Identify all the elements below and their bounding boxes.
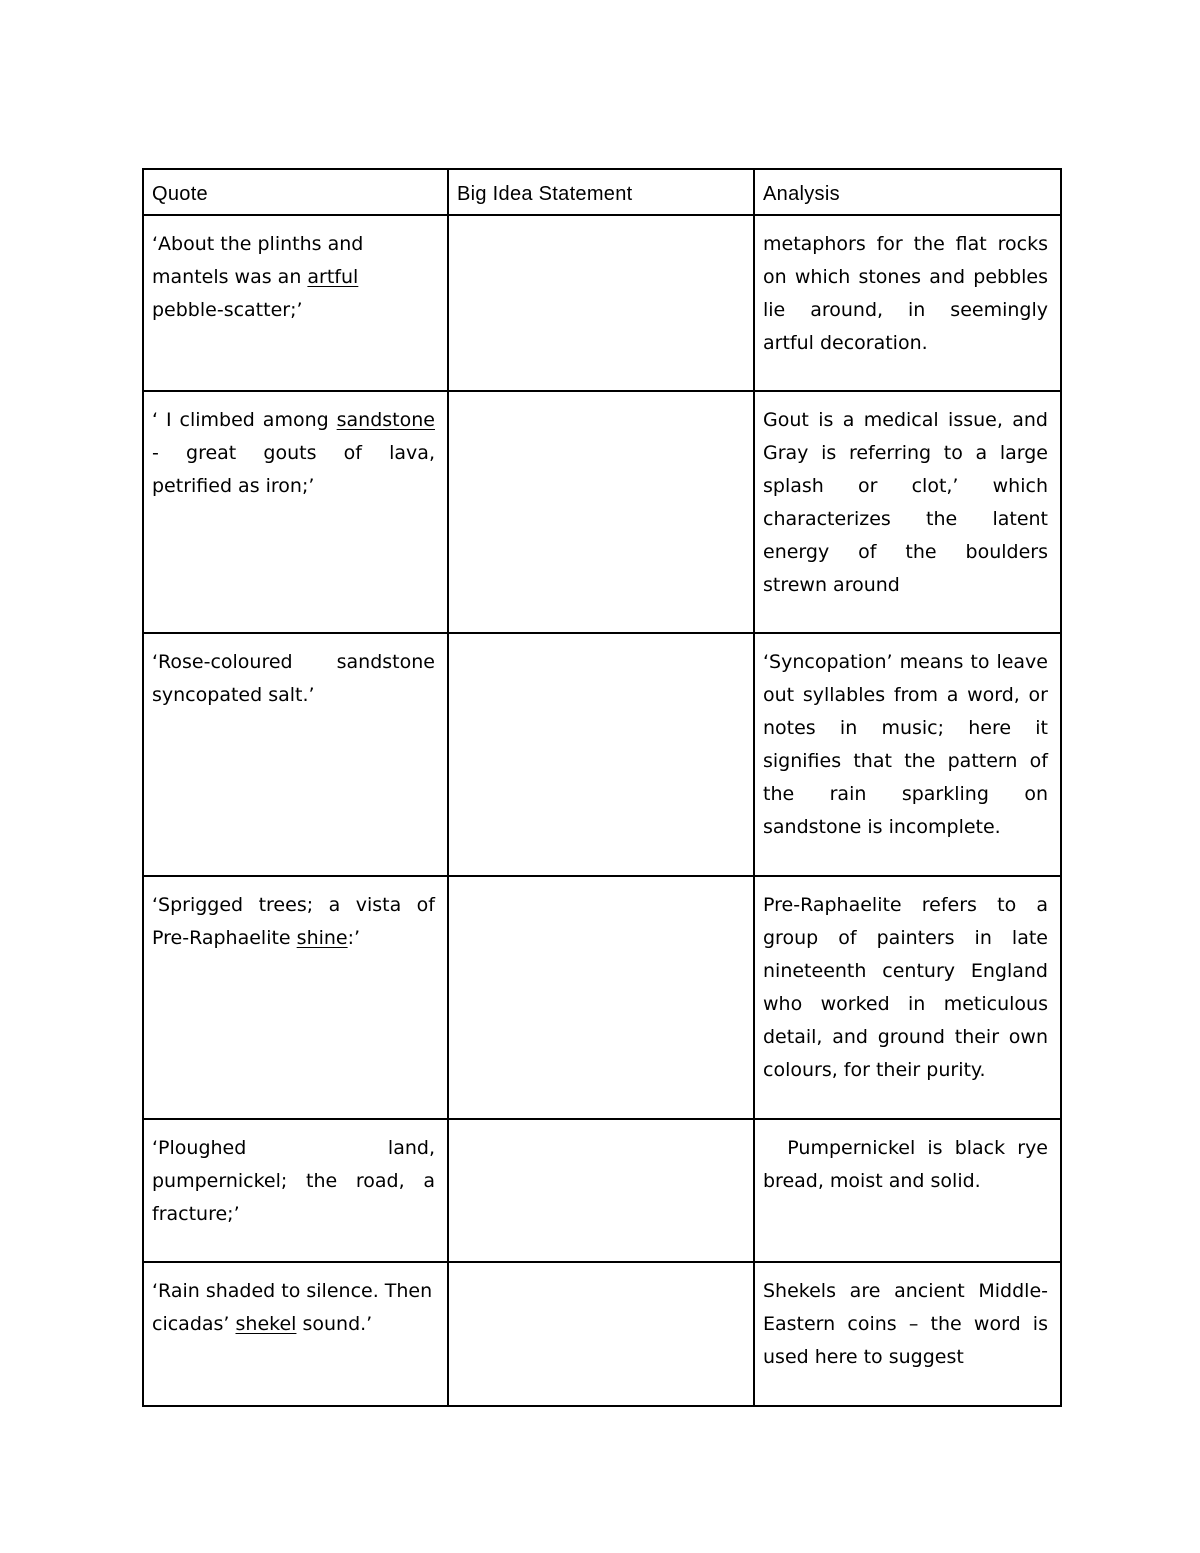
column-header-analysis: Analysis — [754, 169, 1061, 215]
quote-text-end: - great gouts of lava, petrified as iron;’ — [152, 442, 435, 497]
table-header-row — [143, 169, 1061, 215]
quote-cell — [143, 391, 448, 633]
big-idea-cell[interactable] — [448, 215, 754, 391]
big-idea-cell[interactable] — [448, 633, 754, 876]
big-idea-cell[interactable] — [448, 1262, 754, 1406]
table-row — [143, 1119, 1061, 1262]
quote-cell — [143, 876, 448, 1119]
quote-text-end: :’ — [347, 927, 361, 949]
quote-cell — [143, 633, 448, 876]
table-row — [143, 215, 1061, 391]
big-idea-cell[interactable] — [448, 876, 754, 1119]
quote-text: ‘Rain shaded to silence. Then cicadas’ — [152, 1280, 433, 1335]
quote-cell — [143, 1262, 448, 1406]
quote-text: ‘Ploughed land, pumpernickel; the road, a fracture;’ — [152, 1137, 435, 1225]
quote-underlined-word: artful — [307, 266, 359, 288]
quote-text: ‘Rose-coloured sandstone syncopated salt.’ — [152, 651, 435, 706]
quote-underlined-word: shekel — [235, 1313, 297, 1335]
quote-text: ‘About the plinths and mantels was an — [152, 233, 364, 288]
analysis-cell: metaphors for the flat rocks on which stones and pebbles lie around, in seemingly artful decoration. — [754, 215, 1061, 391]
column-header-quote: Quote — [143, 169, 448, 215]
analysis-cell: Gout is a medical issue, and Gray is referring to a large splash or clot,’ which characterizes the latent energy of the boulders strewn around — [754, 391, 1061, 633]
analysis-cell: Pumpernickel is black rye bread, moist and solid. — [754, 1119, 1061, 1262]
table-row — [143, 391, 1061, 633]
table-row — [143, 1262, 1061, 1406]
column-header-big-idea: Big Idea Statement — [448, 169, 754, 215]
table-row — [143, 876, 1061, 1119]
quote-underlined-word: shine — [296, 927, 348, 949]
quote-text: ‘Sprigged trees; a vista of Pre-Raphaelite — [152, 894, 435, 949]
quote-analysis-table — [142, 168, 1062, 1407]
quote-cell — [143, 1119, 448, 1262]
quote-cell — [143, 215, 448, 391]
analysis-cell: ‘Syncopation’ means to leave out syllables from a word, or notes in music; here it signifies that the pattern of the rain sparkling on sandstone is incomplete. — [754, 633, 1061, 876]
analysis-cell: Pre-Raphaelite refers to a group of painters in late nineteenth century England who worked in meticulous detail, and ground their own colours, for their purity. — [754, 876, 1061, 1119]
quote-text-end: sound.’ — [296, 1313, 373, 1335]
quote-underlined-word: sandstone — [336, 409, 435, 431]
analysis-cell: Shekels are ancient Middle-Eastern coins – the word is used here to suggest — [754, 1262, 1061, 1406]
table-row — [143, 633, 1061, 876]
big-idea-cell[interactable] — [448, 1119, 754, 1262]
quote-text: ‘ I climbed among — [152, 409, 337, 431]
big-idea-cell[interactable] — [448, 391, 754, 633]
quote-text-end: pebble-scatter;’ — [152, 299, 303, 321]
